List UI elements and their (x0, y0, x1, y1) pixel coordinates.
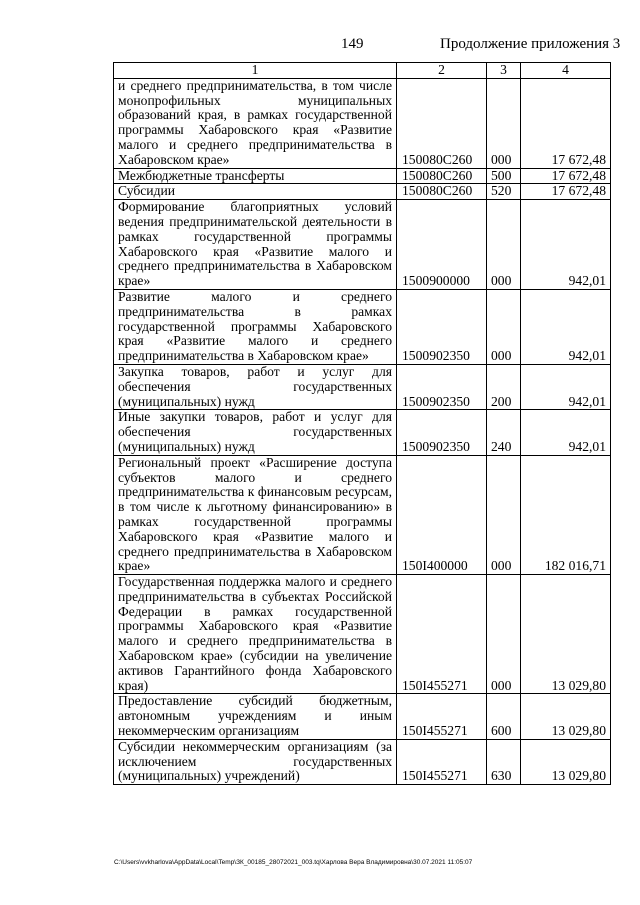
header-row (114, 63, 611, 79)
row-amount: 17 672,48 (521, 168, 611, 184)
table-row (114, 168, 611, 184)
table-row (114, 410, 611, 455)
row-description: Закупка товаров, работ и услуг для обеспечения государственных (муниципальных) нужд (114, 364, 397, 409)
row-type: 000 (487, 455, 521, 574)
row-code: 150I400000 (397, 455, 487, 574)
row-description: Субсидии (114, 184, 397, 200)
table-row (114, 739, 611, 784)
row-code: 150080С260 (397, 184, 487, 200)
row-code: 1500902350 (397, 364, 487, 409)
row-amount: 13 029,80 (521, 739, 611, 784)
row-type: 000 (487, 200, 521, 290)
row-type: 630 (487, 739, 521, 784)
column-header-1: 1 (114, 63, 397, 79)
row-description: Иные закупки товаров, работ и услуг для обеспечения государственных (муниципальных) нужд (114, 410, 397, 455)
row-amount: 182 016,71 (521, 455, 611, 574)
row-amount: 13 029,80 (521, 575, 611, 694)
row-type: 500 (487, 168, 521, 184)
table-row (114, 289, 611, 364)
column-header-3: 3 (487, 63, 521, 79)
row-code: 1500902350 (397, 410, 487, 455)
table-row (114, 364, 611, 409)
row-code: 1500902350 (397, 289, 487, 364)
row-description: Региональный проект «Расширение доступа субъектов малого и среднего предпринимательства к финансовым ресурсам, в том числе к льготному финансированию» в рамках государственной программы Хабаровского края «Развитие малого и среднего предпринимательства в Хабаровском крае» (114, 455, 397, 574)
row-amount: 17 672,48 (521, 184, 611, 200)
row-amount: 942,01 (521, 200, 611, 290)
row-type: 000 (487, 289, 521, 364)
column-header-4: 4 (521, 63, 611, 79)
table-row (114, 694, 611, 739)
row-type: 200 (487, 364, 521, 409)
row-code: 150I455271 (397, 575, 487, 694)
column-header-2: 2 (397, 63, 487, 79)
row-description: Формирование благоприятных условий ведения предпринимательской деятельности в рамках государственной программы Хабаровского края «Развитие малого и среднего предпринимательства в Хабаровском крае» (114, 200, 397, 290)
row-code: 150080С260 (397, 168, 487, 184)
table-row (114, 575, 611, 694)
row-description: Развитие малого и среднего предпринимательства в рамках государственной программы Хабаровского края «Развитие малого и среднего предпринимательства в Хабаровском крае» (114, 289, 397, 364)
row-code: 150I455271 (397, 739, 487, 784)
row-type: 000 (487, 575, 521, 694)
row-code: 1500900000 (397, 200, 487, 290)
row-description: Предоставление субсидий бюджетным, автономным учреждениям и иным некоммерческим организациям (114, 694, 397, 739)
row-amount: 942,01 (521, 364, 611, 409)
row-type: 600 (487, 694, 521, 739)
table-row (114, 78, 611, 168)
row-code: 150I455271 (397, 694, 487, 739)
row-description: Субсидии некоммерческим организациям (за исключением государственных (муниципальных) учреждений) (114, 739, 397, 784)
table-row (114, 184, 611, 200)
table-row (114, 455, 611, 574)
row-type: 000 (487, 78, 521, 168)
file-path-footer: C:\Users\vvkharlova\AppData\Local\Temp\ЗК_00185_28072021_003.tq\Харлова Вера Владимировна\30.07.2021 11:05:07 (114, 859, 473, 866)
row-amount: 942,01 (521, 289, 611, 364)
page-number: 149 (341, 36, 364, 52)
row-code: 150080С260 (397, 78, 487, 168)
row-amount: 17 672,48 (521, 78, 611, 168)
row-type: 520 (487, 184, 521, 200)
row-description: Государственная поддержка малого и среднего предпринимательства в субъектах Российской Федерации в рамках государственной программы Хабаровского края «Развитие малого и среднего предпринимательства в Хабаровском крае» (субсидии на увеличение активов Гарантийного фонда Хабаровского края) (114, 575, 397, 694)
table-row (114, 200, 611, 290)
row-description: и среднего предпринимательства, в том числе монопрофильных муниципальных образований края, в рамках государственной программы Хабаровского края «Развитие малого и среднего предпринимательства в Хабаровском крае» (114, 78, 397, 168)
row-description: Межбюджетные трансферты (114, 168, 397, 184)
row-amount: 942,01 (521, 410, 611, 455)
row-type: 240 (487, 410, 521, 455)
budget-table (113, 62, 611, 785)
continuation-note: Продолжение приложения 3 (440, 36, 621, 52)
row-amount: 13 029,80 (521, 694, 611, 739)
